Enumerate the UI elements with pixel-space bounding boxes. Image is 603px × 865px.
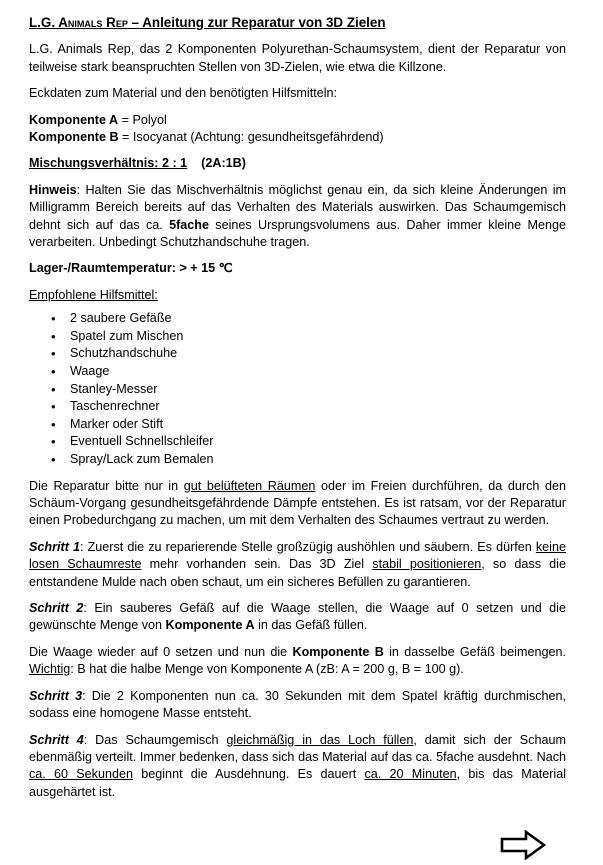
components-block: [29, 112, 566, 147]
step-4-underline-1: gleichmäßig in das Loch füllen: [226, 732, 414, 747]
list-item: • Waage: [70, 363, 566, 381]
title-subtitle: – Anleitung zur Reparatur von 3D Zielen: [127, 15, 386, 30]
step-2-text-2: in das Gefäß füllen.: [254, 618, 368, 633]
document-title: [29, 14, 566, 31]
component-b-value: = Isocyanat (Achtung: gesundheitsgefährdend): [118, 130, 384, 145]
list-item: • Stanley-Messer: [70, 381, 566, 399]
reparatur-underline: gut belüfteten Räumen: [183, 478, 316, 493]
component-b-label: Komponente B: [29, 130, 119, 145]
hinweis-paragraph: [29, 182, 566, 252]
waage-text-2: in dasselbe Gefäß beimengen.: [383, 644, 566, 659]
eckdaten-paragraph: Eckdaten zum Material und den benötigten Hilfsmitteln:: [29, 86, 338, 101]
hinweis-label: Hinweis: [29, 182, 77, 197]
step-1-underline-2: stabil positionieren: [372, 557, 482, 572]
mixing-ratio-line: [29, 155, 566, 172]
waage-text-1: Die Waage wieder auf 0 setzen und nun die: [29, 644, 293, 659]
brand-name: L.G. Animals Rep: [29, 15, 128, 30]
step-2-paragraph: [29, 600, 566, 635]
mixing-ratio-detail: (2A:1B): [201, 156, 246, 171]
step-4-underline-2: ca. 60 Sekunden: [29, 767, 134, 782]
step-1-underline-1: keine losen Schaumreste: [29, 539, 566, 572]
list-item: • Schutzhandschuhe: [70, 345, 566, 363]
tools-list: [29, 310, 566, 468]
reparatur-text-2: oder im Freien durchführen, da durch den Schäum-Vorgang gesundheitsgefährdende Dämpfe entstehen. Es ist ratsam, vor der Reparatur einen Probedurchgang zu machen, um mit dem Verhalten des Schaumes vertraut zu werden.: [29, 478, 566, 528]
step-2-bold: Komponente A: [165, 618, 255, 633]
reparatur-text-1: Die Reparatur bitte nur in: [29, 478, 184, 493]
step-3-text: : Die 2 Komponenten nun ca. 30 Sekunden mit dem Spatel kräftig durchmischen, sodass eine homogene Masse entsteht.: [29, 688, 566, 721]
component-b-line: [29, 129, 566, 146]
step-1-text-1: : Zuerst die zu reparierende Stelle großzügig aushöhlen und säubern. Es dürfen: [79, 539, 536, 554]
waage-paragraph: [29, 644, 566, 679]
step-2-text-1: : Ein sauberes Gefäß auf die Waage stellen, die Waage auf 0 setzen und die gewünschte Menge von: [29, 601, 566, 633]
arrow-right-icon[interactable]: [500, 830, 546, 860]
step-4-text-3: beginnt die Ausdehnung. Es dauert: [133, 767, 365, 782]
component-a-line: [29, 112, 566, 129]
list-item: • Marker oder Stift: [70, 416, 566, 434]
component-a-value: = Polyol: [118, 112, 167, 127]
hinweis-text-1: : Halten Sie das Mischverhältnis möglichst genau ein, da sich kleine Änderungen im Milligramm Bereich bereits auf das Verhalten des Materials auswirken. Das Schaumgemisch dehnt sich auf das ca.: [29, 182, 566, 232]
step-4-label: Schritt 4: [29, 732, 84, 747]
list-item: • Eventuell Schnellschleifer: [70, 433, 566, 451]
step-1-label: Schritt 1: [29, 539, 80, 554]
step-4-text-1: : Das Schaumgemisch: [83, 732, 227, 747]
waage-text-3: : B hat die halbe Menge von Komponente A (zB: A = 200 g, B = 100 g).: [70, 662, 464, 677]
mixing-ratio-label: Mischungsverhältnis: 2 : 1: [29, 156, 188, 171]
reparatur-paragraph: [29, 478, 566, 530]
waage-bold: Komponente B: [292, 644, 384, 659]
component-a-label: Komponente A: [29, 112, 119, 127]
step-4-text-4: , bis das Material ausgehärtet ist.: [29, 767, 566, 799]
step-1-paragraph: [29, 539, 566, 591]
intro-paragraph: L.G. Animals Rep, das 2 Komponenten Polyurethan-Schaumsystem, dient der Reparatur von teilweise stark beanspruchten Stellen von 3D-Zielen, wie etwa die Killzone.: [29, 42, 566, 74]
step-3-paragraph: [29, 688, 566, 723]
hinweis-bold: 5fache: [169, 217, 209, 232]
list-item: • Taschenrechner: [70, 398, 566, 416]
step-3-label: Schritt 3: [29, 688, 83, 703]
waage-underline: Wichtig: [29, 662, 71, 677]
step-4-paragraph: [29, 732, 566, 802]
step-4-underline-3: ca. 20 Minuten: [364, 767, 457, 782]
list-item: • Spatel zum Mischen: [70, 328, 566, 346]
step-2-label: Schritt 2: [29, 601, 84, 616]
list-item: • Spray/Lack zum Bemalen: [70, 451, 566, 469]
step-4-text-2: , damit sich der Schaum ebenmäßig verteilt. Immer bedenken, dass sich das Material auf das ca. 5fache ausdehnt. Nach: [29, 732, 566, 764]
hinweis-text-2: seines Ursprungsvolumens aus. Daher immer kleine Menge verarbeiten. Unbedingt Schutzhandschuhe tragen.: [29, 217, 566, 250]
temperature-line: Lager-/Raumtemperatur: > + 15 ℃: [29, 261, 233, 276]
list-item: • 2 saubere Gefäße: [70, 310, 566, 328]
document-page: [29, 14, 566, 810]
step-1-text-3: , so dass die entstandene Mulde nach oben schaut, um ein sicheres Befüllen zu garantieren.: [29, 557, 566, 589]
tools-heading: Empfohlene Hilfsmittel:: [29, 287, 158, 302]
step-1-text-2: mehr vorhanden sein. Das 3D Ziel: [141, 557, 373, 572]
